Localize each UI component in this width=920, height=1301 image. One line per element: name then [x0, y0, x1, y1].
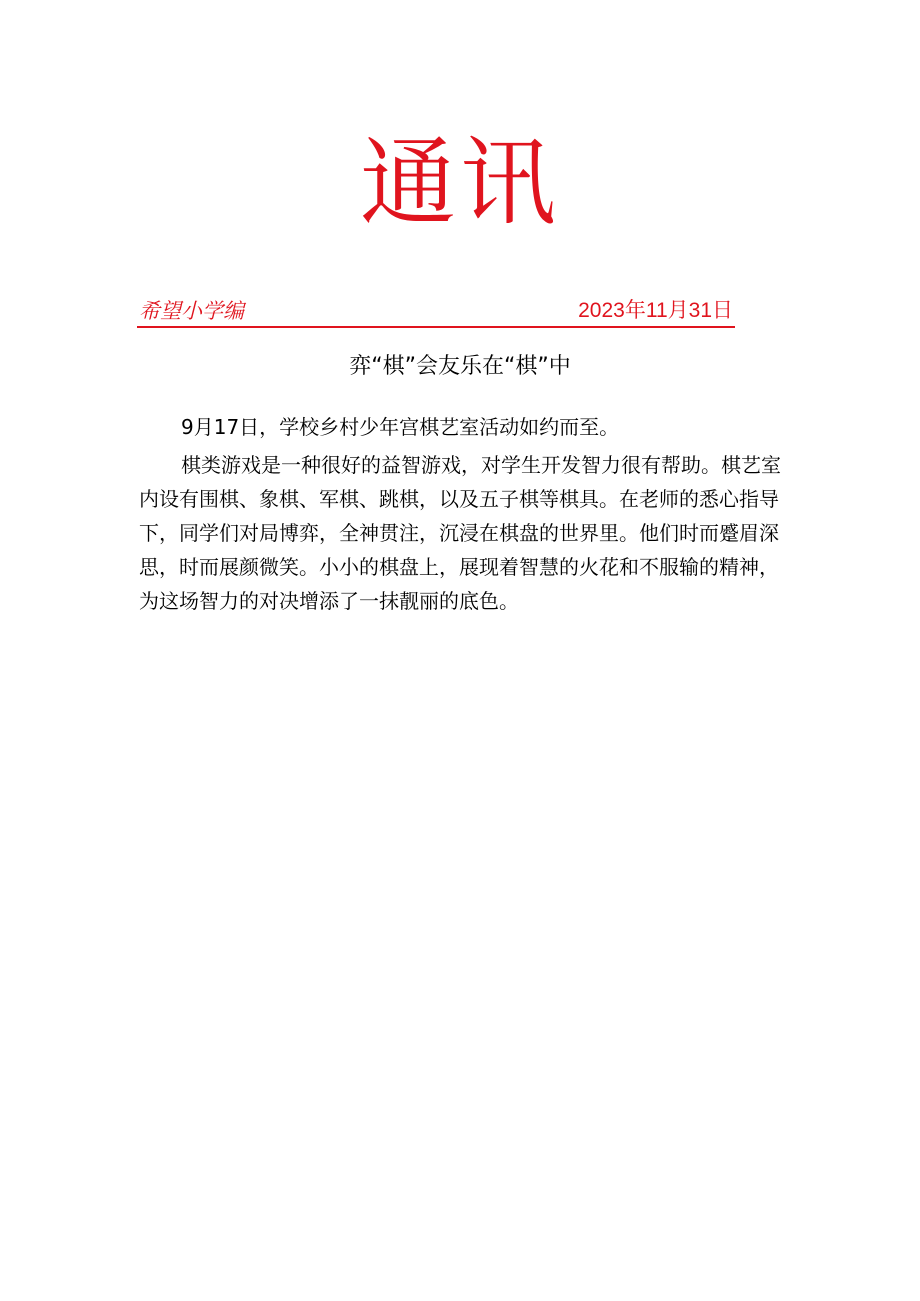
article-paragraph: 9月17日，学校乡村少年宫棋艺室活动如约而至。	[181, 415, 620, 439]
article-body	[139, 410, 791, 618]
article-paragraph: 棋类游戏是一种很好的益智游戏，对学生开发智力很有帮助。棋艺室内设有围棋、象棋、军棋、跳棋，以及五子棋等棋具。在老师的悉心指导下，同学们对局博弈，全神贯注，沉浸在棋盘的世界里。他们时而蹙眉深思，时而展颜微笑。小小的棋盘上，展现着智慧的火花和不服输的精神，为这场智力的对决增添了一抹靓丽的底色。	[139, 453, 781, 613]
newsletter-masthead-title: 通讯	[360, 127, 560, 239]
article-headline: 弈“棋”会友乐在“棋”中	[349, 354, 571, 379]
issue-date: 2023年11月31日	[578, 299, 733, 322]
byline-bar	[137, 296, 735, 328]
publisher-label: 希望小学编	[139, 299, 244, 323]
